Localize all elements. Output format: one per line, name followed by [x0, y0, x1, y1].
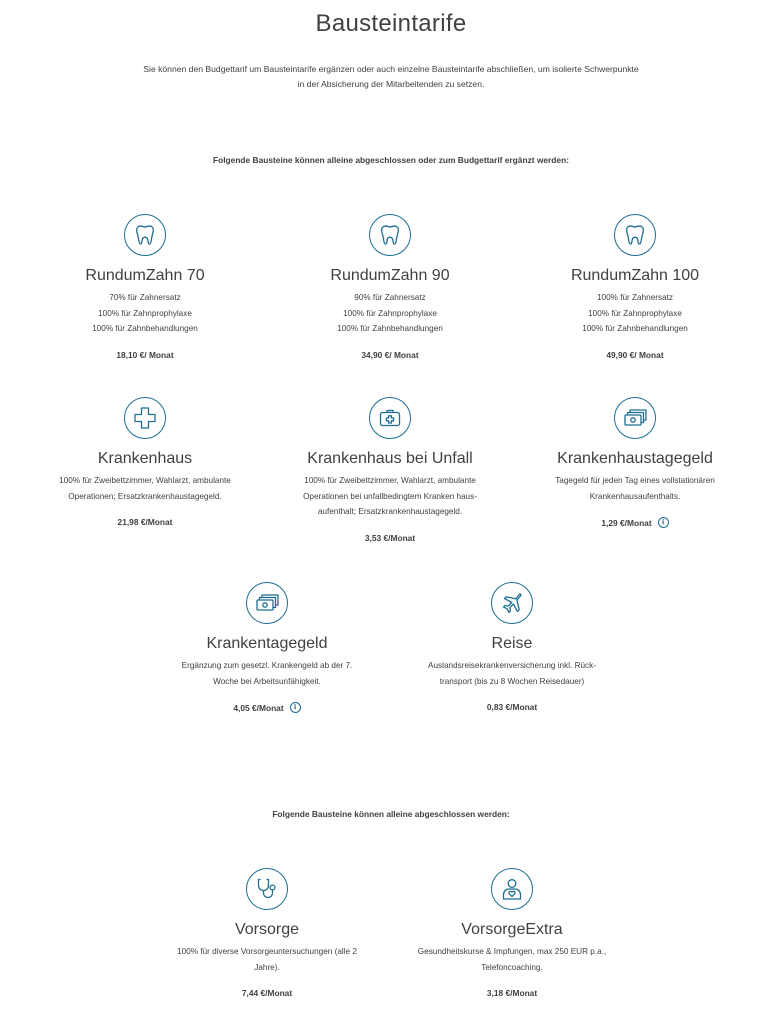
section-heading-combinable: Folgende Bausteine können alleine abgeschlossen oder zum Budgettarif ergänzt werden:: [212, 155, 569, 165]
section-heading-standalone: Folgende Bausteine können alleine abgeschlossen werden:: [272, 809, 510, 819]
card-description: [147, 658, 387, 689]
card-description: [392, 944, 632, 975]
card-price: 1,29 €/Monat: [601, 517, 652, 528]
person-heart-icon: [499, 876, 525, 902]
card-description-line: 100% für Zahnprophylaxe: [343, 308, 437, 318]
card-rundumzahn-100: [515, 214, 755, 360]
card-description-line: transport (bis zu 8 Wochen Reisedauer): [439, 676, 585, 686]
card-description-line: Auslandsreisekrankenversicherung inkl. Rück-: [428, 661, 596, 670]
card-price: 7,44 €/Monat: [241, 988, 293, 998]
card-description-line: 100% für diverse Vorsorgeuntersuchungen (alle 2: [177, 947, 357, 956]
card-title: Krankenhaus: [97, 450, 193, 467]
intro-text: Sie können den Budgettarif um Bausteintarife ergänzen oder auch einzelne Bausteintarife abschließen, um isolierte Schwerpunkte in der Absicherung der Mitarbeitenden zu setzen.: [143, 64, 639, 89]
tooth-icon: [132, 222, 158, 248]
card-description: [515, 473, 755, 504]
card-price: 3,18 €/Monat: [486, 988, 538, 998]
card-description: [392, 658, 632, 689]
card-title: Krankenhaus bei Unfall: [307, 450, 473, 467]
card-description: [515, 290, 755, 337]
card-price-row: [392, 702, 632, 712]
card-title: Reise: [491, 635, 533, 652]
card-description: [25, 473, 265, 504]
card-title: VorsorgeExtra: [461, 921, 563, 938]
card-krankenhaus-bei-unfall: [270, 397, 510, 543]
money-stack-icon-badge: [614, 397, 656, 439]
card-description: [147, 944, 387, 975]
card-description-line: Ergänzung zum gesetzl. Krankengeld ab der 7.: [181, 661, 353, 670]
card-description-line: 100% für Zweibettzimmer, Wahlarzt, ambulante: [59, 476, 231, 485]
stethoscope-icon: [254, 876, 280, 902]
airplane-icon-badge: [491, 582, 533, 624]
card-price: 3,53 €/Monat: [364, 532, 416, 543]
card-price: 49,90 €/ Monat: [606, 349, 664, 360]
card-description-line: 100% für Zahnbehandlungen: [92, 324, 198, 333]
card-price: 4,05 €/Monat: [233, 702, 284, 713]
card-price: 21,98 €/Monat: [117, 517, 173, 527]
card-price-row: [270, 350, 510, 360]
card-description: [25, 290, 265, 337]
card-description-line: 100% für Zahnbehandlungen: [582, 324, 688, 333]
card-reise: [392, 582, 632, 712]
card-price-row: [515, 517, 755, 528]
card-description-line: Tagegeld für jeden Tag eines vollstationären: [555, 476, 715, 485]
card-price-row: [147, 988, 387, 998]
card-description-line: 90% für Zahnersatz: [354, 293, 426, 302]
card-description-line: 100% für Zahnersatz: [596, 293, 673, 302]
card-vorsorge-extra: [392, 868, 632, 998]
card-description-line: Gesundheitskurse & Impfungen, max 250 EUR p.a.,: [417, 947, 607, 956]
page-title: Bausteintarife: [315, 10, 467, 37]
card-description-line: Jahre).: [254, 962, 280, 972]
tooth-icon-badge: [369, 214, 411, 256]
card-description: [270, 473, 510, 520]
card-description-line: 70% für Zahnersatz: [109, 293, 181, 302]
first-aid-kit-icon: [377, 405, 403, 431]
card-title: RundumZahn 70: [85, 267, 205, 284]
card-rundumzahn-70: [25, 214, 265, 360]
card-price-row: [25, 517, 265, 527]
card-price: 18,10 €/ Monat: [116, 349, 174, 360]
info-icon[interactable]: i: [658, 517, 669, 528]
money-stack-icon-badge: [246, 582, 288, 624]
card-price-row: [515, 350, 755, 360]
card-price: 0,83 €/Monat: [486, 702, 538, 712]
card-price-row: [392, 988, 632, 998]
card-price-row: [270, 533, 510, 543]
tooth-icon-badge: [124, 214, 166, 256]
airplane-icon: [499, 590, 525, 616]
tooth-icon: [622, 222, 648, 248]
first-aid-kit-icon-badge: [369, 397, 411, 439]
card-title: RundumZahn 90: [330, 267, 450, 284]
card-price-row: [25, 350, 265, 360]
card-description-line: 100% für Zahnprophylaxe: [588, 308, 682, 318]
card-description-line: Operationen; Ersatzkrankenhaustagegeld.: [68, 491, 222, 501]
card-description-line: Krankenhausaufenthalts.: [589, 491, 681, 501]
card-title: RundumZahn 100: [570, 267, 700, 284]
card-krankentagegeld: [147, 582, 387, 713]
person-heart-icon-badge: [491, 868, 533, 910]
card-krankenhaustagegeld: [515, 397, 755, 528]
tooth-icon: [377, 222, 403, 248]
card-vorsorge: [147, 868, 387, 998]
card-price: 34,90 €/ Monat: [361, 349, 419, 360]
card-description-line: Operationen bei unfallbedingtem Kranken haus-: [303, 491, 477, 501]
money-stack-icon: [622, 405, 648, 431]
card-rundumzahn-90: [270, 214, 510, 360]
tooth-icon-badge: [614, 214, 656, 256]
stethoscope-icon-badge: [246, 868, 288, 910]
card-title: Vorsorge: [234, 921, 300, 938]
card-description-line: Telefoncoaching.: [481, 962, 543, 972]
card-description-line: 100% für Zahnbehandlungen: [337, 324, 443, 333]
card-title: Krankentagegeld: [206, 635, 328, 652]
card-description-line: aufenthalt; Ersatzkrankenhaustagegeld.: [317, 507, 463, 516]
card-description: [270, 290, 510, 337]
info-icon[interactable]: i: [290, 702, 301, 713]
card-krankenhaus: [25, 397, 265, 527]
money-stack-icon: [254, 590, 280, 616]
card-description-line: Woche bei Arbeitsunfähigkeit.: [213, 676, 321, 686]
card-title: Krankenhaustagegeld: [557, 450, 713, 467]
medical-cross-icon: [132, 405, 158, 431]
card-description-line: 100% für Zweibettzimmer, Wahlarzt, ambulante: [304, 476, 476, 485]
card-price-row: [147, 702, 387, 713]
card-description-line: 100% für Zahnprophylaxe: [98, 308, 192, 318]
medical-cross-icon-badge: [124, 397, 166, 439]
